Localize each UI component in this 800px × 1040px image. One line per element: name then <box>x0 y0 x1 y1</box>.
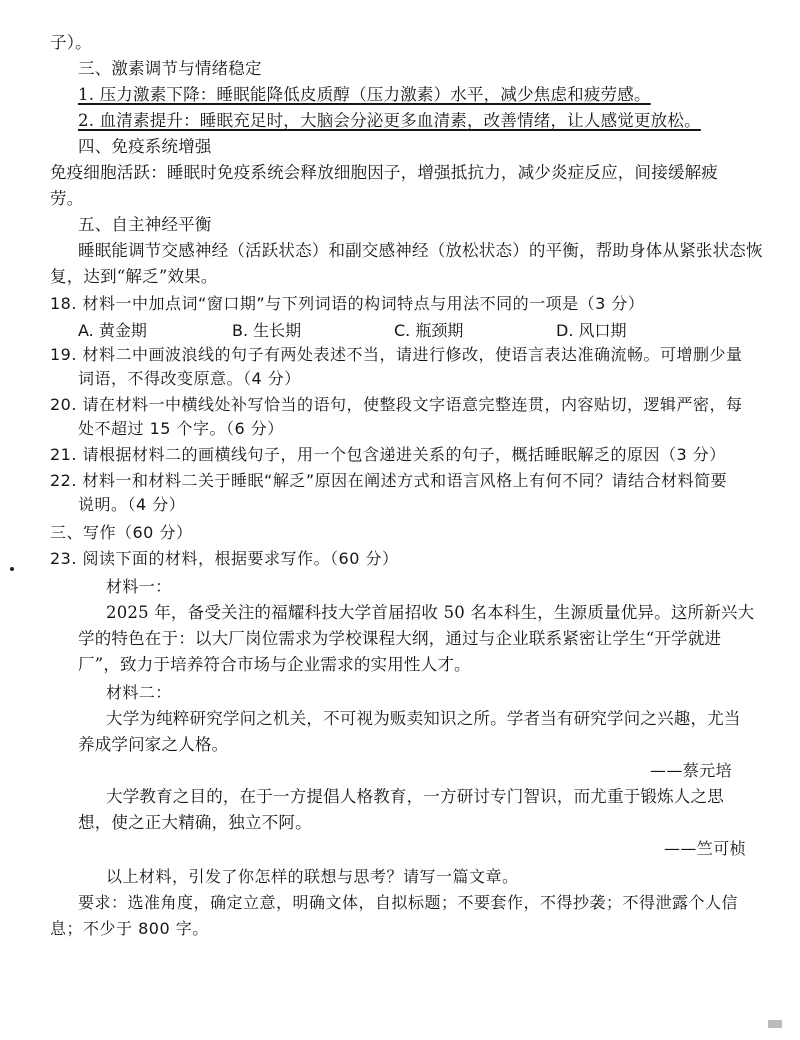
material-1-line-1: 2025 年，备受关注的福耀科技大学首届招收 50 名本科生，生源质量优异。这所新兴大 <box>106 603 755 622</box>
question-22-line-1: 22. 材料一和材料二关于睡眠“解乏”原因在阐述方式和语言风格上有何不同？请结合材料简要 <box>50 471 728 490</box>
requirements-line-2: 息；不少于 800 字。 <box>50 919 209 938</box>
section-4-body-2: 劳。 <box>50 189 84 208</box>
writing-section-heading: 三、写作（60 分） <box>50 523 193 542</box>
question-19-line-2: 词语，不得改变原意。（4 分） <box>78 369 301 388</box>
option-c: C. 瓶颈期 <box>394 321 464 340</box>
point-3-1: 1. 压力激素下降：睡眠能降低皮质醇（压力激素）水平，减少焦虑和疲劳感。 <box>78 85 651 104</box>
pen-mark <box>10 567 14 571</box>
option-d: D. 风口期 <box>556 321 627 340</box>
material-1-label: 材料一： <box>106 577 172 596</box>
question-20-line-1: 20. 请在材料一中横线处补写恰当的语句，使整段文字语意完整连贯，内容贴切，逻辑严密，每 <box>50 395 743 414</box>
material-2-label: 材料二： <box>106 683 172 702</box>
section-5-body-1: 睡眠能调节交感神经（活跃状态）和副交感神经（放松状态）的平衡，帮助身体从紧张状态恢 <box>78 241 763 260</box>
material-2-line-4: 想，使之正大精确，独立不阿。 <box>78 813 312 832</box>
question-18: 18. 材料一中加点词“窗口期”与下列词语的构词特点与用法不同的一项是（3 分） <box>50 294 645 313</box>
section-3-heading: 三、激素调节与情绪稳定 <box>78 59 262 78</box>
writing-prompt: 以上材料，引发了你怎样的联想与思考？请写一篇文章。 <box>106 867 519 886</box>
source-cai-yuanpei: ——蔡元培 <box>650 761 733 780</box>
section-5-body-2: 复，达到“解乏”效果。 <box>50 267 218 286</box>
material-1-line-2: 学的特色在于：以大厂岗位需求为学校课程大纲，通过与企业联系紧密让学生“开学就进 <box>78 629 722 648</box>
section-4-body-1: 免疫细胞活跃：睡眠时免疫系统会释放细胞因子，增强抵抗力，减少炎症反应，间接缓解疲 <box>50 163 718 182</box>
source-zhu-kezhen: ——竺可桢 <box>664 839 747 858</box>
material-2-line-1: 大学为纯粹研究学问之机关，不可视为贩卖知识之所。学者当有研究学问之兴趣，尤当 <box>106 709 741 728</box>
question-22-line-2: 说明。（4 分） <box>78 495 186 514</box>
question-19-line-1: 19. 材料二中画波浪线的句子有两处表述不当，请进行修改，使语言表达准确流畅。可增删少量 <box>50 345 743 364</box>
point-3-2: 2. 血清素提升：睡眠充足时，大脑会分泌更多血清素，改善情绪，让人感觉更放松。 <box>78 111 701 130</box>
option-b: B. 生长期 <box>232 321 302 340</box>
question-23: 23. 阅读下面的材料，根据要求写作。（60 分） <box>50 549 399 568</box>
material-2-line-2: 养成学问家之人格。 <box>78 735 229 754</box>
option-a: A. 黄金期 <box>78 321 147 340</box>
question-20-line-2: 处不超过 15 个字。（6 分） <box>78 419 284 438</box>
continued-text: 子）。 <box>50 33 92 52</box>
material-2-line-3: 大学教育之目的，在于一方提倡人格教育，一方研讨专门智识，而尤重于锻炼人之思 <box>106 787 724 806</box>
question-21: 21. 请根据材料二的画横线句子，用一个包含递进关系的句子，概括睡眠解乏的原因（3 分） <box>50 445 726 464</box>
section-4-heading: 四、免疫系统增强 <box>78 137 212 156</box>
material-1-line-3: 厂”，致力于培养符合市场与企业需求的实用性人才。 <box>78 655 471 674</box>
requirements-line-1: 要求：选准角度，确定立意，明确文体，自拟标题；不要套作，不得抄袭；不得泄露个人信 <box>78 893 739 912</box>
watermark-logo <box>768 1020 782 1028</box>
section-5-heading: 五、自主神经平衡 <box>78 215 212 234</box>
